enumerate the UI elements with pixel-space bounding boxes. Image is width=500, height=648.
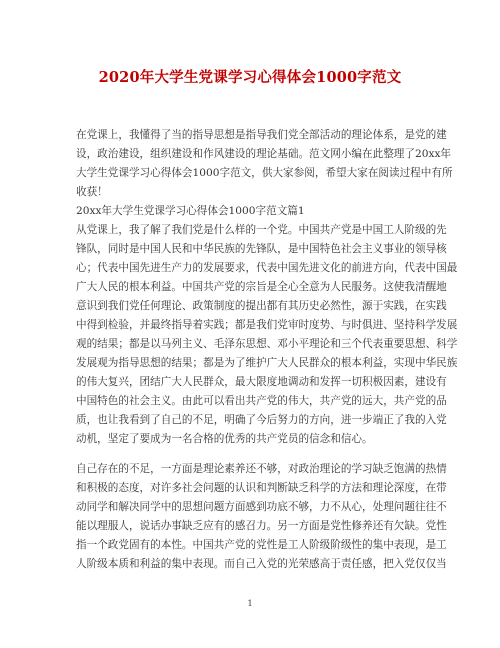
- text-line: 自己存在的不足，一方面是理论素养还不够，对政治理论的学习缺乏饱满的热情: [76, 463, 447, 475]
- text-line: 从党课上，我了解了我们党是什么样的一个党。中国共产党是中国工人阶级的先: [76, 224, 447, 236]
- text-line: 能以理服人，说话办事缺乏应有的感召力。另一方面是党性修养还有欠缺。党性: [76, 520, 447, 532]
- text-line: 心；代表中国先进生产力的发展要求，代表中国先进文化的前进方向，代表中国最: [76, 262, 458, 274]
- page-number: 1: [247, 599, 253, 608]
- document-title: 2020年大学生党课学习心得体会1000字范文: [98, 69, 402, 86]
- text-line: 在党课上，我懂得了当的指导思想是指导我们党全部活动的理论体系，是党的建: [76, 129, 447, 141]
- text-line: 设，政治建设，组织建设和作风建设的理论基础。范文网小编在此整理了20xx年: [76, 148, 452, 160]
- text-line: 指一个政党固有的本性。中国共产党的党性是工人阶级阶级性的集中表现，是工: [76, 539, 447, 551]
- text-line: 大学生党课学习心得体会1000字范文，供大家参阅，希望大家在阅读过程中有所: [76, 167, 453, 179]
- text-line: 观的结果；都是以马列主义、毛泽东思想、邓小平理论和三个代表重要思想、科学: [76, 338, 458, 350]
- section-heading: 20xx年大学生党课学习心得体会1000字范文篇1: [76, 205, 305, 217]
- text-line: 广大人民的根本利益。中国共产党的宗旨是全心全意为人民服务。这使我清醒地: [76, 281, 447, 293]
- text-line: 发展观为指导思想的结果；都是为了维护广大人民群众的根本利益，实现中华民族: [76, 357, 458, 369]
- text-line: 动机，坚定了要成为一名合格的优秀的共产党员的信念和信心。: [76, 433, 373, 445]
- text-line: 中得到检验，并最终指导着实践；都是我们党审时度势、与时俱进、坚持科学发展: [76, 319, 458, 331]
- text-line: 人阶级本质和利益的集中表现。而自己入党的光荣感高于责任感，把入党仅仅当: [76, 558, 447, 570]
- text-line: 动同学和解决同学中的思想问题方面感到功底不够，力不从心，处理问题往往不: [76, 501, 447, 513]
- text-line: 意识到我们党任何理论、政策制度的提出都有其历史必然性，源于实践，在实践: [76, 300, 447, 312]
- text-line: 收获！: [76, 186, 108, 198]
- text-line: 和积极的态度，对许多社会问题的认识和判断缺乏科学的方法和理论深度，在带: [76, 482, 447, 494]
- text-line: 锋队，同时是中国人民和中华民族的先锋队，是中国特色社会主义事业的领导核: [76, 243, 447, 255]
- text-line: 质，也让我看到了自己的不足，明确了今后努力的方向，进一步端正了我的入党: [76, 414, 447, 426]
- text-line: 的伟大复兴，团结广大人民群众，最大限度地调动和发挥一切积极因素，建设有: [76, 376, 447, 388]
- text-line: 中国特色的社会主义。由此可以看出共产党的伟大，共产党的远大，共产党的品: [76, 395, 447, 407]
